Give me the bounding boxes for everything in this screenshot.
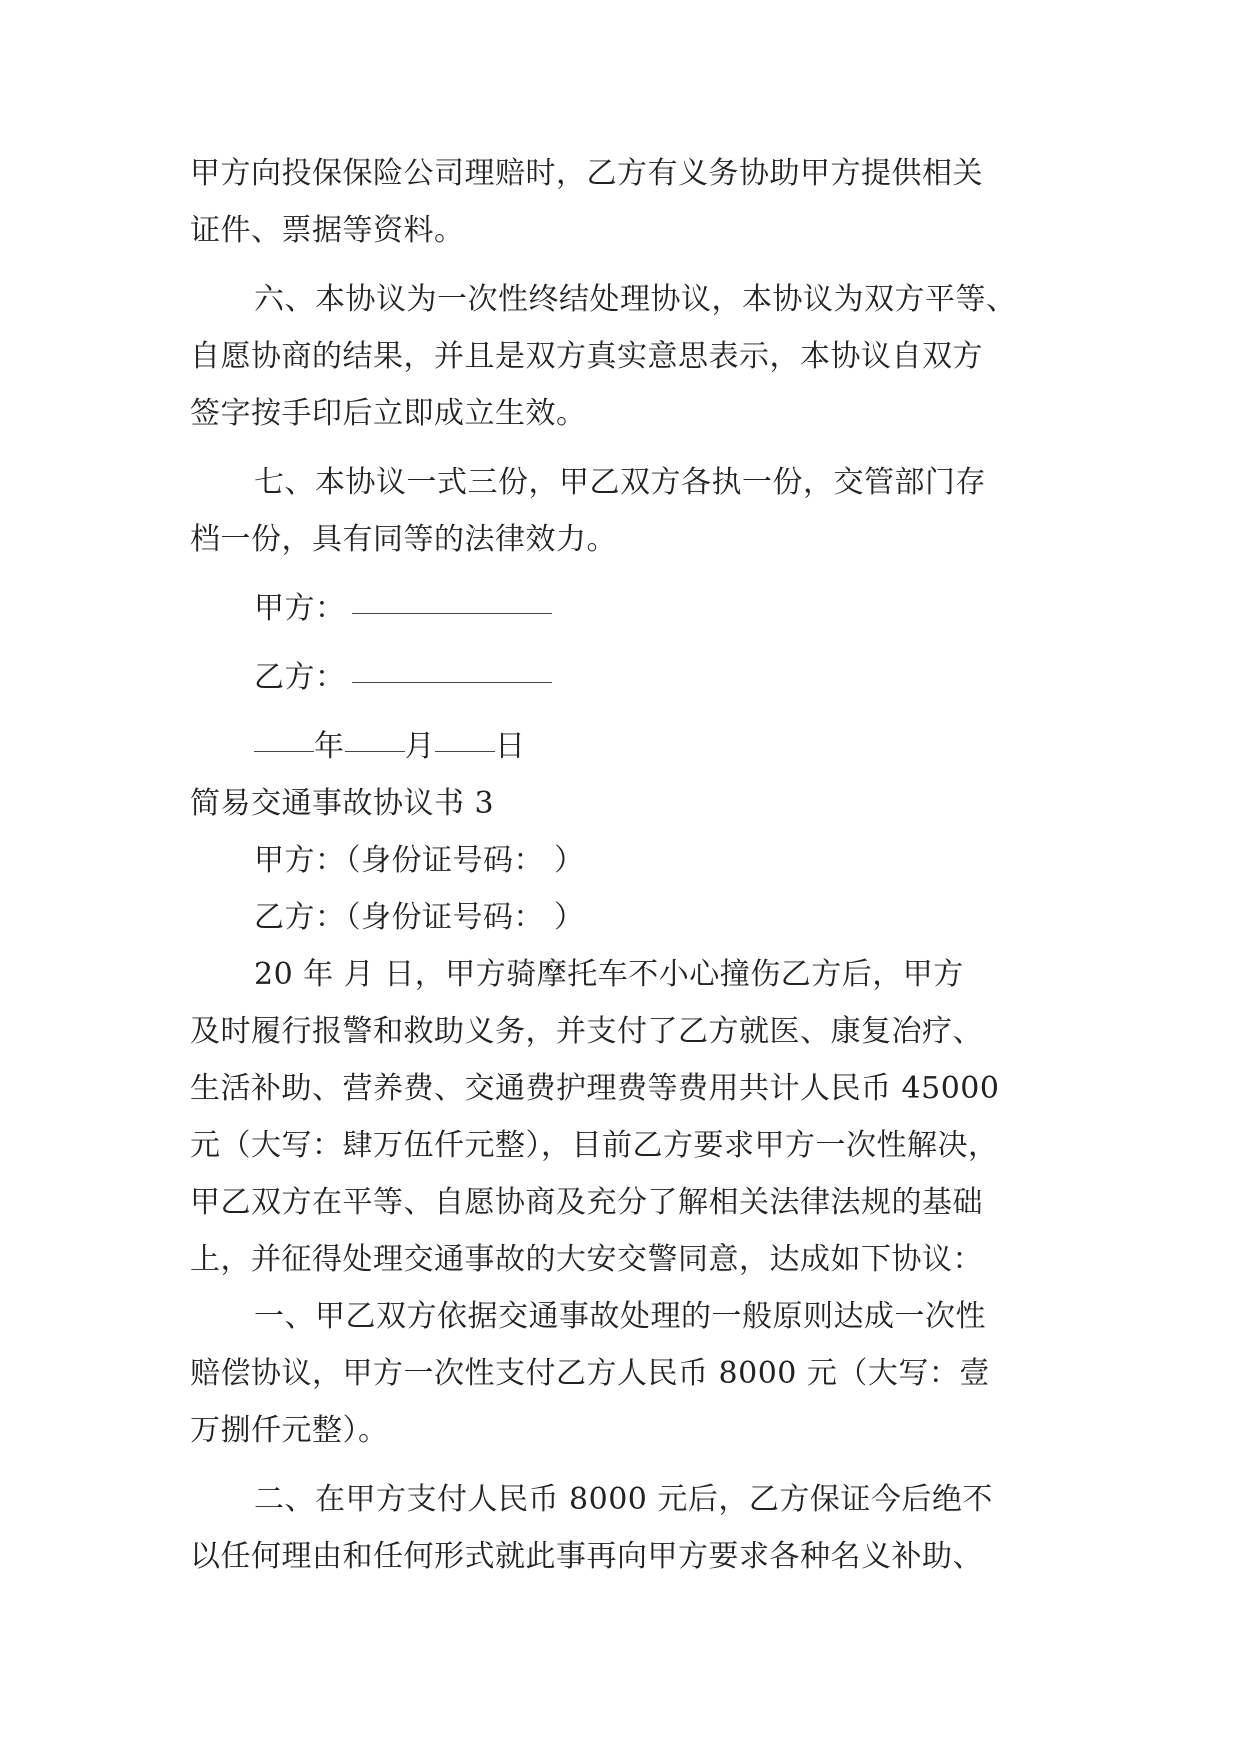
year-label: 年: [314, 729, 345, 764]
clause-one: 一、甲乙双方依据交通事故处理的一般原则达成一次性: [254, 1299, 986, 1334]
text-line: 万捌仟元整）。: [190, 1413, 389, 1448]
text-line: 生活补助、营养费、交通费护理费等费用共计人民币 45000: [190, 1071, 1000, 1106]
text-line: 自愿协商的结果，并且是双方真实意思表示，本协议自双方: [190, 339, 983, 374]
party-a-label: 甲方：: [254, 591, 346, 626]
party-b-signature: [190, 649, 1050, 706]
text-line: 及时履行报警和救助义务，并支付了乙方就医、康复冶疗、: [190, 1014, 983, 1049]
intro-paragraph: 20 年 月 日，甲方骑摩托车不小心撞伤乙方后，甲方: [254, 957, 964, 992]
clause-seven: 七、本协议一式三份，甲乙双方各执一份，交管部门存: [254, 465, 986, 500]
text-line: 签字按手印后立即成立生效。: [190, 396, 587, 431]
date-line: [190, 718, 1050, 775]
text-line: 甲方向投保保险公司理赔时，乙方有义务协助甲方提供相关: [190, 156, 983, 191]
party-a-signature-blank[interactable]: [352, 583, 552, 614]
clause-six: 六、本协议为一次性终结处理协议，本协议为双方平等、: [254, 282, 1017, 317]
text-line: 证件、票据等资料。: [190, 213, 465, 248]
text-line: 甲乙双方在平等、自愿协商及充分了解相关法律法规的基础: [190, 1185, 983, 1220]
text-line: 元（大写：肆万伍仟元整），目前乙方要求甲方一次性解决，: [190, 1128, 999, 1163]
month-blank[interactable]: [345, 721, 405, 752]
day-blank[interactable]: [435, 721, 495, 752]
clause-two: 二、在甲方支付人民币 8000 元后，乙方保证今后绝不: [254, 1482, 993, 1517]
text-line: 赔偿协议，甲方一次性支付乙方人民币 8000 元（大写：壹: [190, 1356, 990, 1391]
year-blank[interactable]: [254, 721, 314, 752]
party-b-id: 乙方：（身份证号码： ）: [254, 900, 585, 935]
party-b-label: 乙方：: [254, 660, 346, 695]
party-a-id: 甲方：（身份证号码： ）: [254, 843, 585, 878]
document-page: [190, 145, 1050, 1585]
section-title: 简易交通事故协议书 3: [190, 786, 495, 821]
text-line: 档一份，具有同等的法律效力。: [190, 522, 617, 557]
party-b-signature-blank[interactable]: [352, 652, 552, 683]
text-line: 上，并征得处理交通事故的大安交警同意，达成如下协议：: [190, 1242, 983, 1277]
day-label: 日: [495, 729, 526, 764]
month-label: 月: [404, 729, 435, 764]
text-line: 以任何理由和任何形式就此事再向甲方要求各种名义补助、: [190, 1539, 983, 1574]
party-a-signature: [190, 580, 1050, 637]
